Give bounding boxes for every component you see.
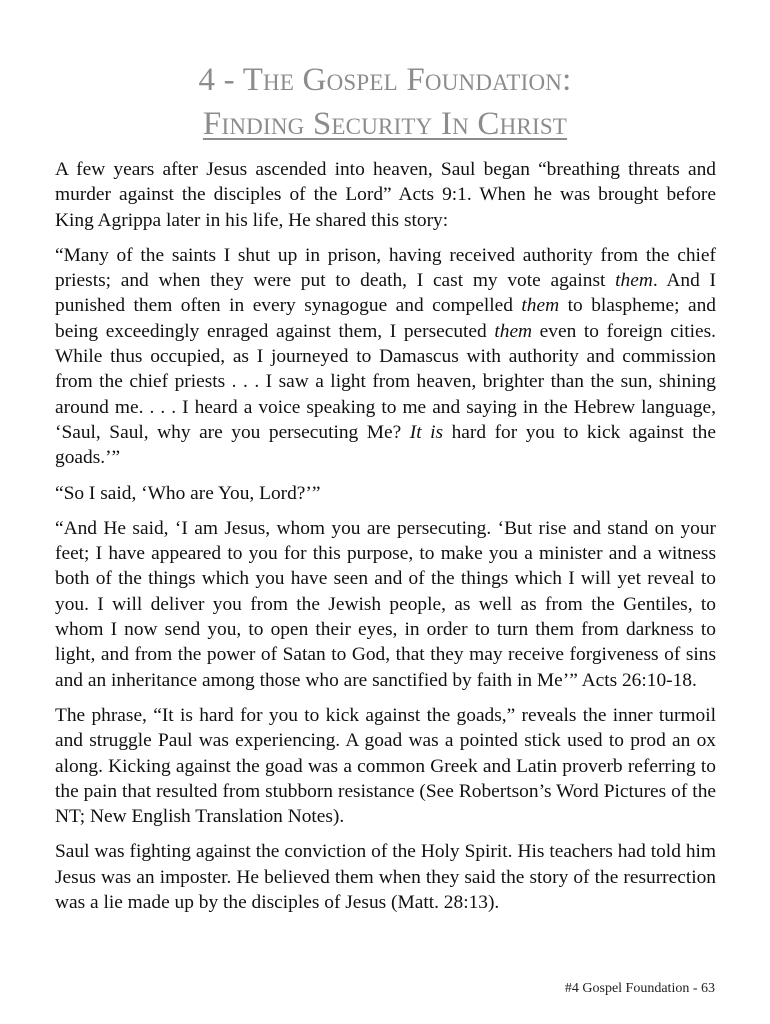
paragraph-text: “And He said, ‘I am Jesus, whom you are persecuting. ‘But rise and stand on your feet; I have appeared to you for this purpose, to make you a minister and a witness both of the things which you have seen and of the things which I will yet reveal to you. I will deliver you from the Jewish people, as well as from the Gentiles, to whom I now send you, to open their eyes, in order to turn them from darkness to light, and from the power of Satan to God, that they may receive forgiveness of sins and an inheritance among those who are sanctified by faith in Me’” Acts 26:10-18. [55, 517, 716, 691]
paragraph [55, 839, 716, 915]
paragraph-text: “So I said, ‘Who are You, Lord?’” [55, 482, 321, 504]
paragraph [55, 481, 716, 506]
paragraph-text: hard for you to kick against the goads.’” [55, 421, 716, 469]
paragraph [55, 157, 716, 233]
italic-text: them [615, 270, 653, 292]
paragraph-text: The phrase, “It is hard for you to kick against the goads,” reveals the inner turmoil and struggle Paul was experiencing. A goad was a pointed stick used to prod an ox along. Kicking against the goad was a common Greek and Latin proverb referring to the pain that resulted from stubborn resistance (See Robertson’s Word Pictures of the NT; New English Translation Notes). [55, 704, 716, 828]
chapter-title [0, 58, 770, 146]
paragraph-text: A few years after Jesus ascended into heaven, Saul began “breathing threats and murder against the disciples of the Lord” Acts 9:1. When he was brought before King Agrippa later in his life, He shared this story: [55, 159, 716, 231]
paragraph-text: “Many of the saints I shut up in prison, having received authority from the chief priests; and when they were put to death, I cast my vote against [55, 244, 716, 292]
paragraph [55, 703, 716, 829]
paragraph-text: Saul was fighting against the conviction of the Holy Spirit. His teachers had told him Jesus was an imposter. He believed them when they said the story of the resurrection was a lie made up by the disciples of Jesus (Matt. 28:13). [55, 841, 716, 914]
paragraph-text: . And I punished them often in every synagogue and compelled [55, 270, 716, 317]
paragraph-text: even to foreign cities. While thus occupied, as I journeyed to Damascus with authority and commission from the chief priests . . . I saw a light from heaven, brighter than the sun, shining around me. . . . I heard a voice speaking to me and saying in the Hebrew language, ‘Saul, Saul, why are you persecuting Me? [55, 320, 716, 443]
paragraph [55, 516, 716, 693]
body-text [55, 157, 716, 925]
italic-text: them [494, 320, 533, 342]
italic-text: them [521, 295, 560, 317]
chapter-title-line-1: 4 - The Gospel Foundation: [198, 62, 572, 98]
paragraph-text: to blaspheme; and being exceedingly enraged against them, I persecuted [55, 295, 716, 342]
page-footer: #4 Gospel Foundation - 63 [564, 981, 715, 996]
paragraph [55, 243, 716, 471]
italic-text: It is [409, 421, 444, 443]
chapter-title-line-2: Finding Security In Christ [202, 106, 568, 142]
